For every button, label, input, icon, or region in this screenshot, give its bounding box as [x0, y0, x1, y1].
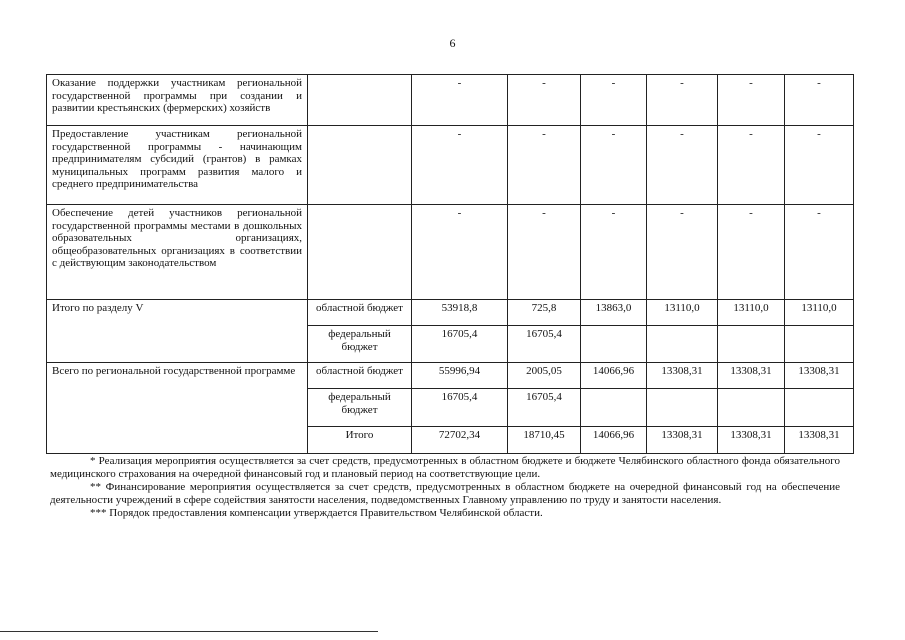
funding-source-label: федеральный бюджет [308, 389, 412, 427]
value-cell [785, 326, 854, 363]
value-cell: 13308,31 [785, 427, 854, 454]
funding-source-label: областной бюджет [308, 363, 412, 389]
value-cell: 2005,05 [508, 363, 581, 389]
value-cell: - [412, 75, 508, 126]
measure-description: Обеспечение детей участников региональной государственной программы местами в дошкольных образовательных организациях, общеобразовательных организациях в соответствии с действующим законодательством [47, 205, 308, 300]
program-total-label: Всего по региональной государственной программе [47, 363, 308, 454]
value-cell: - [412, 126, 508, 205]
value-cell: - [785, 75, 854, 126]
value-cell [718, 389, 785, 427]
value-cell: 16705,4 [412, 326, 508, 363]
measure-row [47, 205, 854, 300]
value-cell [581, 389, 647, 427]
section-total-row [47, 300, 854, 326]
value-cell: 72702,34 [412, 427, 508, 454]
program-total-row [47, 363, 854, 389]
section-total-label: Итого по разделу V [47, 300, 308, 363]
measure-row [47, 75, 854, 126]
value-cell [647, 326, 718, 363]
value-cell: 13110,0 [647, 300, 718, 326]
value-cell: - [647, 126, 718, 205]
value-cell: - [718, 75, 785, 126]
funding-source-cell [308, 126, 412, 205]
value-cell: 13308,31 [718, 427, 785, 454]
value-cell: 14066,96 [581, 427, 647, 454]
value-cell: 13308,31 [718, 363, 785, 389]
funding-source-label: федеральный бюджет [308, 326, 412, 363]
funding-source-cell [308, 75, 412, 126]
value-cell: 13308,31 [647, 427, 718, 454]
budget-table [46, 74, 854, 454]
value-cell [785, 389, 854, 427]
measure-description: Предоставление участникам региональной государственной программы - начинающим предпринимателям субсидий (грантов) в рамках муниципальных программ развития малого и среднего предпринимательства [47, 126, 308, 205]
value-cell: 13863,0 [581, 300, 647, 326]
funding-source-label: Итого [308, 427, 412, 454]
value-cell: 18710,45 [508, 427, 581, 454]
footnotes [50, 455, 840, 520]
value-cell: - [581, 126, 647, 205]
value-cell [718, 326, 785, 363]
value-cell [647, 389, 718, 427]
footnote: ** Финансирование мероприятия осуществляется за счет средств, предусмотренных в областном бюджете на очередной финансовый год на обеспечение деятельности учреждений в сфере содействия занятости населения, подведомственных Главному управлению по труду и занятости населения. [50, 481, 840, 506]
value-cell: 16705,4 [412, 389, 508, 427]
value-cell: 16705,4 [508, 326, 581, 363]
value-cell: - [785, 205, 854, 300]
footnote: * Реализация мероприятия осуществляется за счет средств, предусмотренных в областном бюджете и бюджете Челябинского областного фонда обязательного медицинского страхования на очередной финансовый год и плановый период на соответствующие цели. [50, 455, 840, 480]
value-cell: - [508, 205, 581, 300]
value-cell: 53918,8 [412, 300, 508, 326]
funding-source-cell [308, 205, 412, 300]
value-cell: - [581, 205, 647, 300]
footnote: *** Порядок предоставления компенсации утверждается Правительством Челябинской области. [90, 507, 543, 519]
value-cell: 16705,4 [508, 389, 581, 427]
funding-source-label: областной бюджет [308, 300, 412, 326]
value-cell: - [647, 75, 718, 126]
value-cell: - [508, 75, 581, 126]
value-cell: 13110,0 [718, 300, 785, 326]
measure-description: Оказание поддержки участникам региональной государственной программы при создании и развитии крестьянских (фермерских) хозяйств [47, 75, 308, 126]
measure-row [47, 126, 854, 205]
value-cell: - [785, 126, 854, 205]
value-cell: 13308,31 [785, 363, 854, 389]
value-cell: 13308,31 [647, 363, 718, 389]
value-cell: - [581, 75, 647, 126]
value-cell: 13110,0 [785, 300, 854, 326]
value-cell: - [647, 205, 718, 300]
bottom-rule [0, 631, 378, 632]
value-cell: - [508, 126, 581, 205]
value-cell: 55996,94 [412, 363, 508, 389]
value-cell: - [718, 205, 785, 300]
value-cell: 14066,96 [581, 363, 647, 389]
value-cell: 725,8 [508, 300, 581, 326]
value-cell [581, 326, 647, 363]
value-cell: - [718, 126, 785, 205]
page-number: 6 [449, 36, 456, 50]
value-cell: - [412, 205, 508, 300]
